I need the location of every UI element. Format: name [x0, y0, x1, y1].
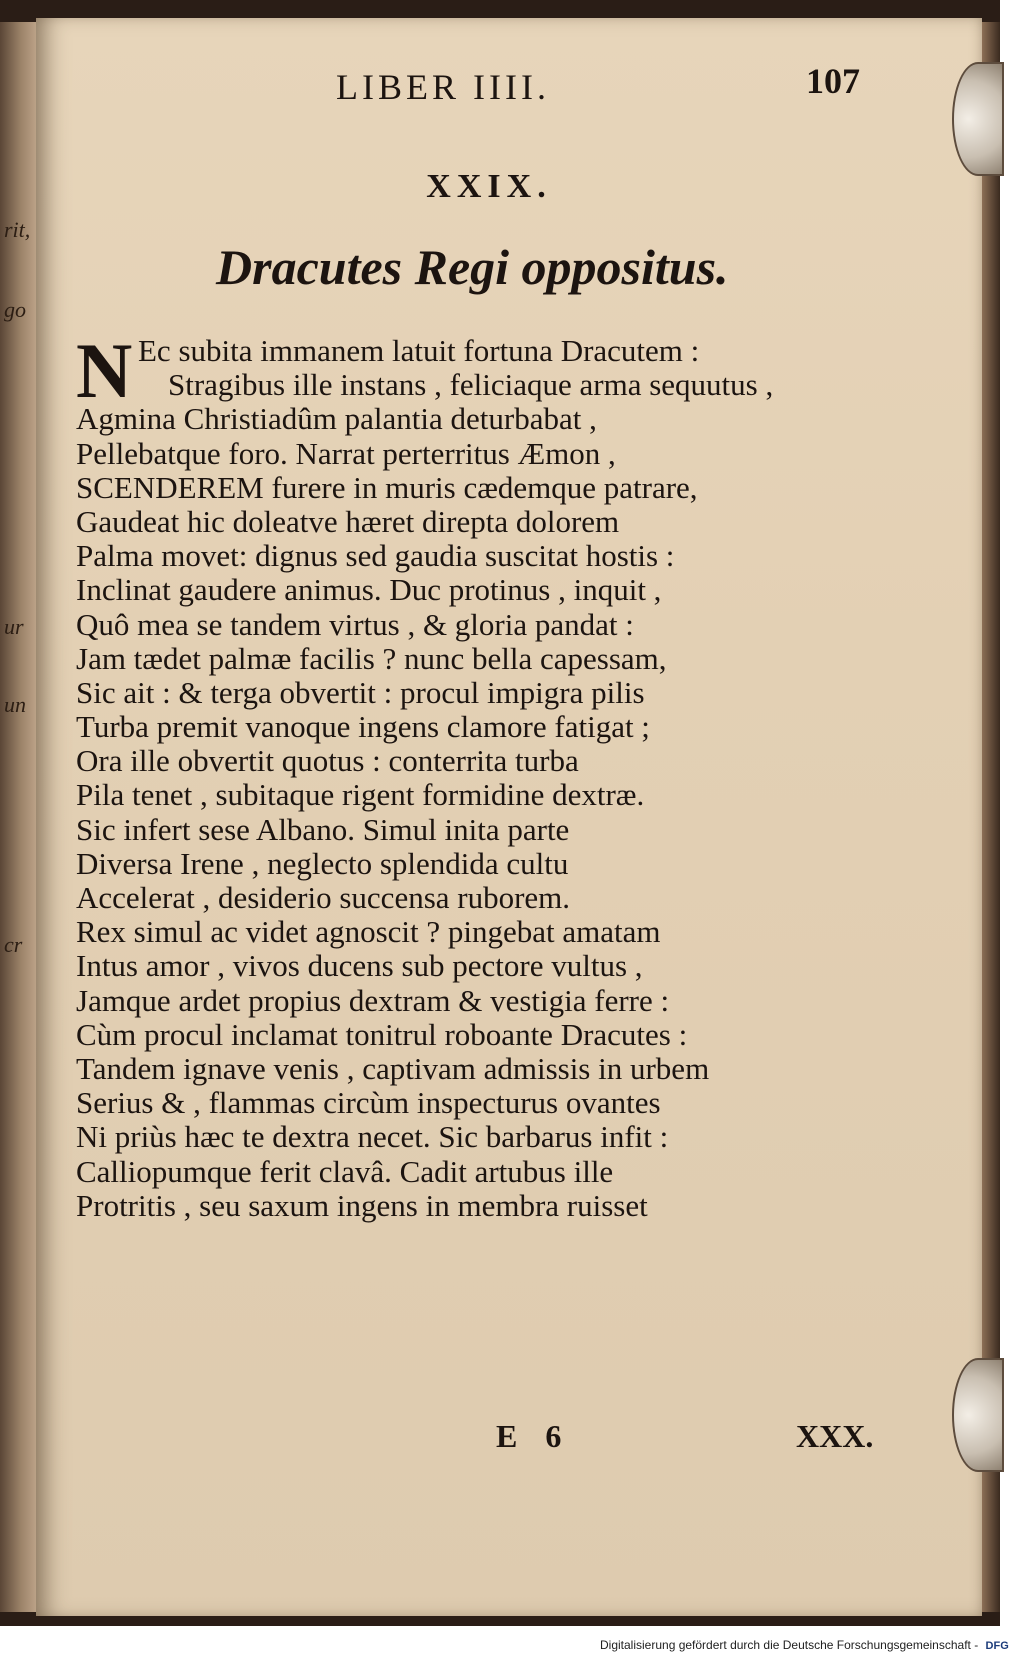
poem-line: Stragibus ille instans , feliciaque arma sequutus ,	[168, 367, 774, 403]
drop-cap: N	[76, 327, 133, 414]
book-page	[36, 18, 982, 1616]
clasp-tab-bottom	[952, 1358, 1004, 1472]
poem-body	[76, 327, 896, 1223]
clasp-tab-top	[952, 62, 1004, 176]
poem-line: Accelerat , desiderio succensa ruborem.	[76, 880, 571, 915]
poem-line: Protritis , seu saxum ingens in membra ruisset	[76, 1187, 648, 1223]
credit-text: Digitalisierung gefördert durch die Deutsche Forschungsgemeinschaft -	[600, 1638, 979, 1652]
chapter-number-text: XXIX.	[426, 168, 552, 205]
facing-page-fragment: go	[4, 297, 26, 322]
poem-line: Pellebatque foro. Narrat perterritus Æmon ,	[76, 435, 616, 471]
poem-line: Rex simul ac videt agnoscit ? pingebat amatam	[76, 914, 661, 950]
facing-page-fragment: cr	[4, 932, 23, 957]
poem-line: Ni priùs hæc te dextra necet. Sic barbarus infit :	[76, 1119, 669, 1155]
poem-line: Tandem ignave venis , captivam admissis in urbem	[76, 1050, 710, 1086]
chapter-number	[36, 168, 982, 206]
poem-line: Jam tædet palmæ facilis ? nunc bella capessam,	[76, 640, 667, 676]
poem-line: Jamque ardet propius dextram & vestigia ferre :	[76, 982, 670, 1018]
facing-page-fragment: rit,	[4, 217, 31, 242]
poem-line: Gaudeat hic doleatve hæret direpta dolorem	[76, 503, 620, 539]
signature-mark: E 6	[496, 1418, 572, 1454]
poem-line: Turba premit vanoque ingens clamore fatigat ;	[76, 709, 650, 745]
dfg-logo: DFG	[985, 1640, 1009, 1652]
poem-title: Dracutes Regi oppositus.	[216, 239, 729, 295]
poem-line: Ora ille obvertit quotus : conterrita turba	[76, 743, 579, 779]
poem-line: Intus amor , vivos ducens sub pectore vultus ,	[76, 948, 643, 984]
poem-line: Sic infert sese Albano. Simul inita parte	[76, 811, 570, 847]
poem-line: Cùm procul inclamat tonitrul roboante Dracutes :	[76, 1016, 688, 1052]
poem-line: Quô mea se tandem virtus , & gloria pandat :	[76, 606, 634, 642]
poem-line: Pila tenet , subitaque rigent formidine dextræ.	[76, 777, 645, 813]
facing-page-fragment: ur	[4, 614, 24, 639]
poem-line: SCENDEREM furere in muris cædemque patrare,	[76, 469, 698, 505]
poem-line: Ec subita immanem latuit fortuna Dracutem :	[138, 333, 700, 368]
poem-line: Inclinat gaudere animus. Duc protinus , inquit ,	[76, 572, 662, 608]
poem-line: Agmina Christiadûm palantia deturbabat ,	[76, 401, 597, 437]
digitization-credit	[600, 1638, 1009, 1652]
running-head: LIBER IIII.	[336, 67, 550, 107]
catchword: XXX.	[796, 1418, 874, 1454]
poem-line: Palma movet: dignus sed gaudia suscitat hostis :	[76, 538, 675, 574]
poem-line: Sic ait : & terga obvertit : procul impigra pilis	[76, 674, 645, 710]
poem-line: Diversa Irene , neglecto splendida cultu	[76, 845, 569, 881]
poem-line: Calliopumque ferit clavâ. Cadit artubus ille	[76, 1153, 614, 1189]
facing-page-fragment: un	[4, 692, 26, 717]
poem-line: Serius & , flammas circùm inspecturus ovantes	[76, 1085, 661, 1121]
page-number: 107	[806, 61, 860, 101]
